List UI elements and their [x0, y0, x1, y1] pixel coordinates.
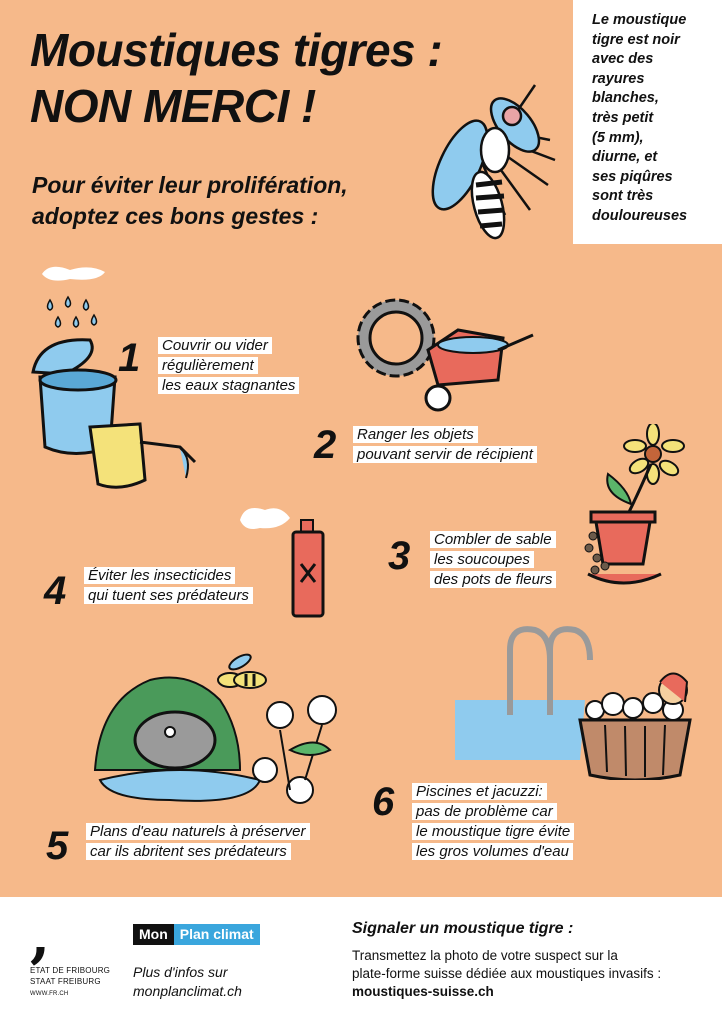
step-line: Ranger les objets: [353, 426, 478, 443]
mosquito-info-box: [573, 0, 722, 244]
step-line: Piscines et jacuzzi:: [412, 783, 547, 800]
step-line: pas de problème car: [412, 803, 557, 820]
step-line: les gros volumes d'eau: [412, 843, 573, 860]
pond-fish-illustration: [90, 640, 350, 815]
step-line: Éviter les insecticides: [84, 567, 235, 584]
step-line: qui tuent ses prédateurs: [84, 587, 253, 604]
mon-plan-climat-logo: [133, 924, 260, 945]
info-line: tigre est noir: [592, 31, 680, 48]
tiger-mosquito-illustration: [420, 80, 570, 250]
step-number: 1: [118, 336, 141, 380]
step-6-text: [412, 782, 574, 862]
mpc-part-2: Plan climat: [174, 924, 260, 945]
pool-jacuzzi-illustration: [455, 620, 695, 780]
report-link[interactable]: moustiques-suisse.ch: [352, 984, 494, 999]
step-line: Couvrir ou vider: [158, 337, 272, 354]
info-line: avec des: [592, 51, 654, 68]
step-5-text: [86, 822, 310, 862]
info-line: sont très: [592, 188, 654, 205]
step-line: les soucoupes: [430, 551, 534, 568]
step-number: 3: [388, 534, 411, 578]
step-line: pouvant servir de récipient: [353, 446, 537, 463]
subtitle-line-1: Pour éviter leur prolifération,: [32, 172, 348, 198]
info-line: Le moustique: [592, 12, 687, 28]
flower-pot-illustration: [583, 424, 693, 594]
etat-line: ETAT DE FRIBOURG: [30, 966, 111, 975]
info-line: blanches,: [592, 90, 659, 107]
gear-wheelbarrow-illustration: [348, 290, 538, 415]
info-line: (5 mm),: [592, 129, 644, 146]
step-line: des pots de fleurs: [430, 571, 556, 588]
fribourg-logo: ,: [30, 902, 51, 970]
step-line: Plans d'eau naturels à préserver: [86, 823, 310, 840]
title-line-1: Moustiques tigres :: [30, 24, 443, 76]
more-info-link[interactable]: monplanclimat.ch: [133, 983, 242, 999]
etat-line: STAAT FREIBURG: [30, 977, 101, 986]
subtitle: [32, 170, 412, 232]
more-info-text: [133, 963, 242, 1001]
step-number: 4: [44, 569, 67, 613]
info-line: diurne, et: [592, 149, 658, 166]
step-3-text: [430, 530, 556, 590]
step-number: 6: [372, 780, 395, 824]
mpc-part-1: Mon: [133, 924, 174, 945]
title-line-2: NON MERCI !: [30, 80, 316, 132]
step-number: 5: [46, 824, 69, 868]
report-line: plate-forme suisse dédiée aux moustiques invasifs :: [352, 966, 662, 981]
info-line: très petit: [592, 109, 654, 126]
step-line: Combler de sable: [430, 531, 556, 548]
report-text: [352, 947, 702, 1001]
info-line: rayures: [592, 70, 645, 87]
etat-url: WWW.FR.CH: [30, 991, 69, 997]
step-1-text: [158, 336, 299, 396]
step-line: régulièrement: [158, 357, 258, 374]
step-2-text: [353, 425, 537, 465]
report-title: Signaler un moustique tigre :: [352, 920, 574, 937]
subtitle-line-2: adoptez ces bons gestes :: [32, 203, 319, 229]
etat-fribourg-text: [30, 965, 110, 1000]
step-line: les eaux stagnantes: [158, 377, 299, 394]
report-line: Transmettez la photo de votre suspect sur la: [352, 948, 618, 963]
info-line: ses piqûres: [592, 168, 673, 185]
step-4-text: [84, 566, 253, 606]
step-number: 2: [314, 423, 337, 467]
step-line: car ils abritent ses prédateurs: [86, 843, 291, 860]
step-line: le moustique tigre évite: [412, 823, 574, 840]
info-line: douloureuses: [592, 207, 688, 224]
more-info-line: Plus d'infos sur: [133, 964, 228, 980]
